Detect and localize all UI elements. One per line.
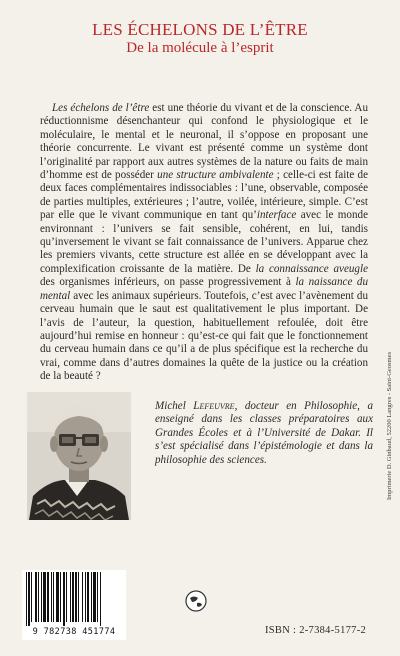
author-first-name: Michel [155, 400, 194, 412]
barcode-bar [53, 572, 54, 622]
blurb-text: avec les animaux supérieurs. Toutefois, c’est avec l’avènement du cerveau humain que le saut est qualitativement le plus important. De l’avis de l’auteur, la question, habituellement refoulée, doit être aujourd’hui remise en honneur : qu’est-ce qui fait que le fonctionnement du cerveau humain dans ce qu’il a de plus spécifique est la recherche du vrai, comme dans d’autres domaines la quête de la justice ou la création de la beauté ? [40, 289, 368, 383]
blurb-text: avec le monde environnant : l’univers se fait sensible, cohérent, en lui, tandis qu’inversement le vivant se fait connaissance de l’univers. Apparue chez les premiers vivants, cette structure est allée en se développant avec la complexification croissante de la matière. De [40, 209, 369, 275]
publisher-logo [185, 590, 207, 612]
book-subtitle: De la molécule à l’esprit [126, 40, 274, 56]
barcode-bar [97, 572, 98, 622]
barcode-bar [38, 572, 39, 622]
barcode-bar [63, 572, 65, 626]
barcode-bar [66, 572, 67, 622]
isbn: ISBN : 2-7384-5177-2 [265, 625, 367, 636]
blurb-text: ; celle-ci est faite de deux faces complémentaires indissociables : l’une, observable, composée de parties multiples, extérieures ; l’autre, voilée, intérieure, simple. C’est par elle que le vivant communique en tant qu’ [40, 169, 368, 222]
author-last-name: Lefeuvre [193, 400, 235, 412]
blurb-italic-phrase: interface [256, 209, 297, 222]
blurb-italic-phrase: la connaissance aveugle [255, 262, 368, 275]
author-bio [155, 400, 373, 467]
barcode-bars [22, 570, 126, 626]
barcode-bar [26, 572, 27, 626]
barcode-bar [72, 572, 74, 622]
blurb-paragraph [40, 102, 368, 384]
barcode-bar [56, 572, 59, 622]
blurb-title-italic: Les échelons de l’être [52, 102, 150, 114]
author-bio-text: , docteur en Philosophie, a enseigné dans les classes préparatoires aux Grandes Écoles et à l’Université de Dakar. Il s’est spécialisé dans l’épistémologie et dans la philosophie des sciences. [155, 400, 373, 466]
author-photo [27, 392, 131, 520]
barcode-bar [43, 572, 46, 622]
book-title: LES ÉCHELONS DE L’ÊTRE [92, 20, 308, 39]
barcode-bar [91, 572, 92, 622]
blurb-italic-phrase: une structure ambivalente [157, 169, 274, 182]
barcode-bar [47, 572, 49, 622]
barcode-bar [70, 572, 71, 622]
barcode-bar [51, 572, 52, 622]
barcode-bar [41, 572, 42, 622]
blurb-italic-phrase: la naissance du mental [40, 276, 368, 302]
author-portrait-illustration [27, 392, 131, 520]
globe-icon [185, 590, 207, 612]
barcode-bar [31, 572, 32, 622]
barcode-bar [82, 572, 83, 622]
barcode-bar [75, 572, 77, 622]
barcode-bar [60, 572, 61, 622]
blurb-text: des organismes inférieurs, on passe progressivement à [40, 276, 296, 289]
barcode-bar [35, 572, 37, 622]
barcode-bar [100, 572, 101, 626]
barcode-bar [87, 572, 89, 622]
barcode-bar [78, 572, 79, 622]
barcode-bar [85, 572, 86, 622]
barcode-bar [28, 572, 30, 626]
barcode-digits: 9 782738 451774 [32, 627, 116, 637]
printer-credit: Imprimerie D. Ginbaud, 52200 Langres - Saint-Geosmes [386, 351, 393, 500]
blurb-text: est une théorie du vivant et de la conscience. Au réductionnisme désenchanteur qui confond le physiologique et le moléculaire, le mental et le neuronal, il s’oppose en proposant une théorie concurrente. Le vivant est présenté comme un système dont l’originalité par rapport aux autres systèmes de la nature ou faits de main d’homme est de posséder [40, 102, 368, 182]
barcode-bar [93, 572, 96, 622]
